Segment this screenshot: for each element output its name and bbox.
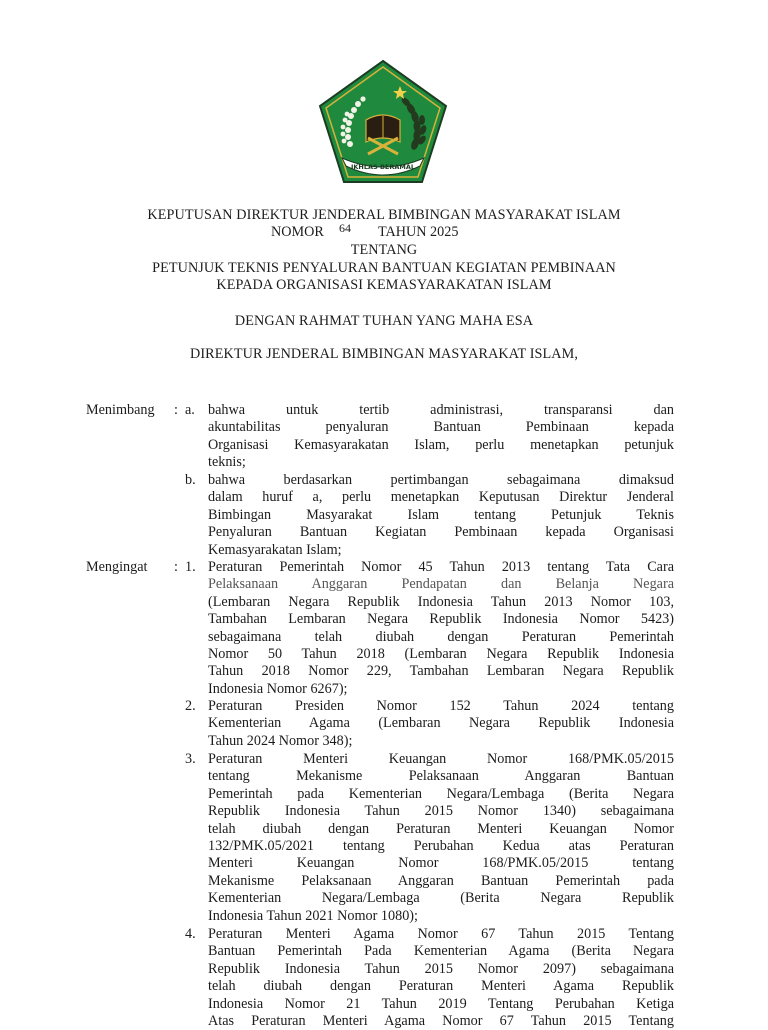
mengingat-item-2 (208, 698, 674, 750)
text-line: 132/PMK.05/2021 tentang Perubahan Kedua atas Peraturan (208, 837, 674, 854)
text-line: Indonesia Nomor 21 Tahun 2019 Tentang Perubahan Ketiga (208, 995, 674, 1012)
text-line: Pemerintah pada Kementerian Negara/Lembaga (Berita Negara (208, 785, 674, 802)
list-marker: 3. (185, 751, 196, 767)
tahun-label: TAHUN 2025 (378, 224, 459, 240)
text-line: Kemasyarakatan Islam; (208, 541, 342, 558)
text-line: Kementerian Negara/Lembaga (Berita Negara Republik (208, 890, 674, 907)
menimbang-colon: : (174, 402, 178, 418)
text-line: bahwa untuk tertib administrasi, transparansi dan (208, 402, 674, 418)
list-marker: b. (185, 472, 196, 488)
text-line: Tahun 2018 Nomor 229, Tambahan Lembaran Negara Republik (208, 663, 674, 680)
mengingat-item-3 (208, 751, 674, 925)
tentang-heading: TENTANG (350, 242, 418, 258)
preamble-line: DENGAN RAHMAT TUHAN YANG MAHA ESA (234, 313, 534, 329)
text-line: Kementerian Agama (Lembaran Negara Republik Indonesia (208, 715, 674, 732)
text-line: Bantuan Pemerintah Pada Kementerian Agama (Berita Negara (208, 943, 674, 960)
kementerian-agama-emblem-icon (316, 58, 450, 186)
text-line: bahwa berdasarkan pertimbangan sebagaimana dimaksud (208, 472, 674, 488)
menimbang-item-a (208, 402, 674, 472)
text-line: Peraturan Menteri Agama Nomor 67 Tahun 2015 Tentang (208, 926, 674, 942)
text-line: teknis; (208, 454, 246, 471)
emblem-motto: IKHLAS BERAMAL (350, 163, 416, 171)
text-line: Bimbingan Masyarakat Islam tentang Petunjuk Teknis (208, 506, 674, 523)
text-line: telah diubah dengan Peraturan Menteri Agama Republik (208, 978, 674, 995)
text-line: sebagaimana telah diubah dengan Peraturan Pemerintah (208, 628, 674, 645)
menimbang-label: Menimbang (86, 402, 155, 418)
text-line: dalam huruf a, perlu menetapkan Keputusan Direktur Jenderal (208, 489, 674, 506)
list-marker: 2. (185, 698, 196, 714)
nomor-value: 64 (339, 221, 351, 235)
issuer-line: DIREKTUR JENDERAL BIMBINGAN MASYARAKAT ISLAM, (190, 346, 578, 362)
decree-title-line1: KEPUTUSAN DIREKTUR JENDERAL BIMBINGAN MASYARAKAT ISLAM (147, 207, 621, 223)
nomor-label: NOMOR (271, 224, 324, 240)
text-line: Republik Indonesia Tahun 2015 Nomor 2097) sebagaimana (208, 960, 674, 977)
text-line: Pelaksanaan Anggaran Pendapatan dan Belanja Negara (208, 576, 674, 593)
text-line: Tambahan Lembaran Negara Republik Indonesia Nomor 5423) (208, 611, 674, 628)
text-line: Peraturan Presiden Nomor 152 Tahun 2024 tentang (208, 698, 674, 714)
text-line: Republik Indonesia Tahun 2015 Nomor 1340) sebagaimana (208, 803, 674, 820)
text-line: akuntabilitas penyaluran Bantuan Pembinaan kepada (208, 419, 674, 436)
subject-title-line2: KEPADA ORGANISASI KEMASYARAKATAN ISLAM (216, 277, 552, 293)
text-line: Mekanisme Pelaksanaan Anggaran Bantuan Pemerintah pada (208, 872, 674, 889)
menimbang-item-b (208, 472, 674, 559)
text-line: Penyaluran Bantuan Kegiatan Pembinaan kepada Organisasi (208, 524, 674, 541)
text-line: telah diubah dengan Peraturan Menteri Keuangan Nomor (208, 820, 674, 837)
text-line: Indonesia Tahun 2021 Nomor 1080); (208, 907, 418, 924)
text-line: Nomor 50 Tahun 2018 (Lembaran Negara Republik Indonesia (208, 645, 674, 662)
mengingat-label: Mengingat (86, 559, 148, 575)
mengingat-item-1 (208, 559, 674, 698)
subject-title-line1: PETUNJUK TEKNIS PENYALURAN BANTUAN KEGIATAN PEMBINAAN (152, 260, 616, 276)
text-line: Organisasi Kemasyarakatan Islam, perlu menetapkan petunjuk (208, 436, 674, 453)
text-line: Atas Peraturan Menteri Agama Nomor 67 Tahun 2015 Tentang (208, 1012, 674, 1029)
text-line: (Lembaran Negara Republik Indonesia Tahun 2013 Nomor 103, (208, 593, 674, 610)
text-line: Indonesia Nomor 6267); (208, 680, 348, 697)
mengingat-item-4 (208, 926, 674, 1030)
mengingat-colon: : (174, 559, 178, 575)
list-marker: 4. (185, 926, 196, 942)
list-marker: a. (185, 402, 195, 418)
text-line: Peraturan Menteri Keuangan Nomor 168/PMK.05/2015 (208, 751, 674, 767)
text-line: tentang Mekanisme Pelaksanaan Anggaran Bantuan (208, 768, 674, 785)
text-line: Peraturan Pemerintah Nomor 45 Tahun 2013 tentang Tata Cara (208, 559, 674, 575)
text-line: Menteri Keuangan Nomor 168/PMK.05/2015 tentang (208, 855, 674, 872)
text-line: Tahun 2024 Nomor 348); (208, 732, 353, 749)
list-marker: 1. (185, 559, 196, 575)
